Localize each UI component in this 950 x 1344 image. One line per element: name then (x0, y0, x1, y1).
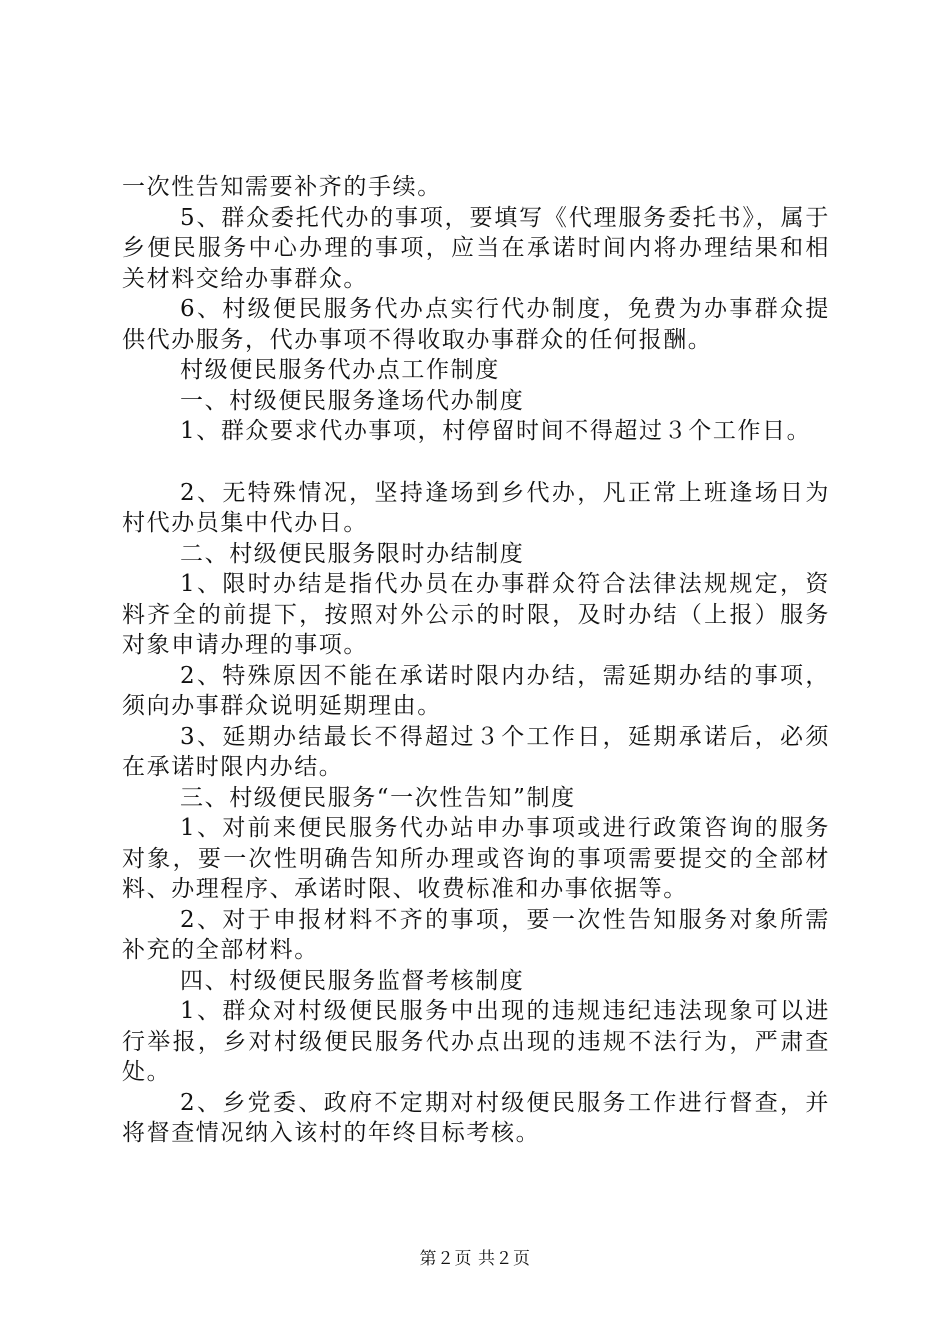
paragraph: 3、延期办结最长不得超过３个工作日，延期承诺后，必须在承诺时限内办结。 (122, 723, 830, 780)
paragraph: 5、群众委托代办的事项，要填写《代理服务委托书》，属于乡便民服务中心办理的事项，应当在承诺时间内将办理结果和相关材料交给办事群众。 (122, 204, 830, 292)
document-body (122, 172, 830, 1149)
paragraph: 1、群众对村级便民服务中出现的违规违纪违法现象可以进行举报，乡对村级便民服务代办点出现的违规不法行为，严肃查处。 (122, 998, 830, 1085)
section-heading: 一、村级便民服务逢场代办制度 (180, 387, 525, 414)
paragraph: 2、乡党委、政府不定期对村级便民服务工作进行督查，并将督查情况纳入该村的年终目标考核。 (122, 1089, 830, 1146)
paragraph: 一次性告知需要补齐的手续。 (122, 174, 442, 200)
section-title: 村级便民服务代办点工作制度 (180, 357, 500, 383)
section-heading: 三、村级便民服务“一次性告知”制度 (180, 784, 576, 811)
section-heading: 二、村级便民服务限时办结制度 (180, 540, 525, 567)
paragraph: 1、限时办结是指代办员在办事群众符合法律法规规定，资料齐全的前提下，按照对外公示的时限，及时办结（上报）服务对象申请办理的事项。 (122, 571, 830, 658)
paragraph: 1、群众要求代办事项，村停留时间不得超过３个工作日。 (180, 418, 812, 444)
paragraph: 6、村级便民服务代办点实行代办制度，免费为办事群众提供代办服务，代办事项不得收取办事群众的任何报酬。 (122, 296, 830, 353)
paragraph: 2、无特殊情况，坚持逢场到乡代办，凡正常上班逢场日为村代办员集中代办日。 (122, 479, 830, 536)
paragraph: 2、对于申报材料不齐的事项，要一次性告知服务对象所需补充的全部材料。 (122, 906, 830, 963)
paragraph: 2、特殊原因不能在承诺时限内办结，需延期办结的事项，须向办事群众说明延期理由。 (122, 662, 830, 719)
paragraph: 1、对前来便民服务代办站申办事项或进行政策咨询的服务对象，要一次性明确告知所办理或咨询的事项需要提交的全部材料、办理程序、承诺时限、收费标准和办事依据等。 (122, 815, 830, 902)
section-heading: 四、村级便民服务监督考核制度 (180, 967, 525, 994)
paragraph-gap (122, 447, 830, 478)
page-number-footer: 第２页 共２页 (419, 1249, 531, 1269)
